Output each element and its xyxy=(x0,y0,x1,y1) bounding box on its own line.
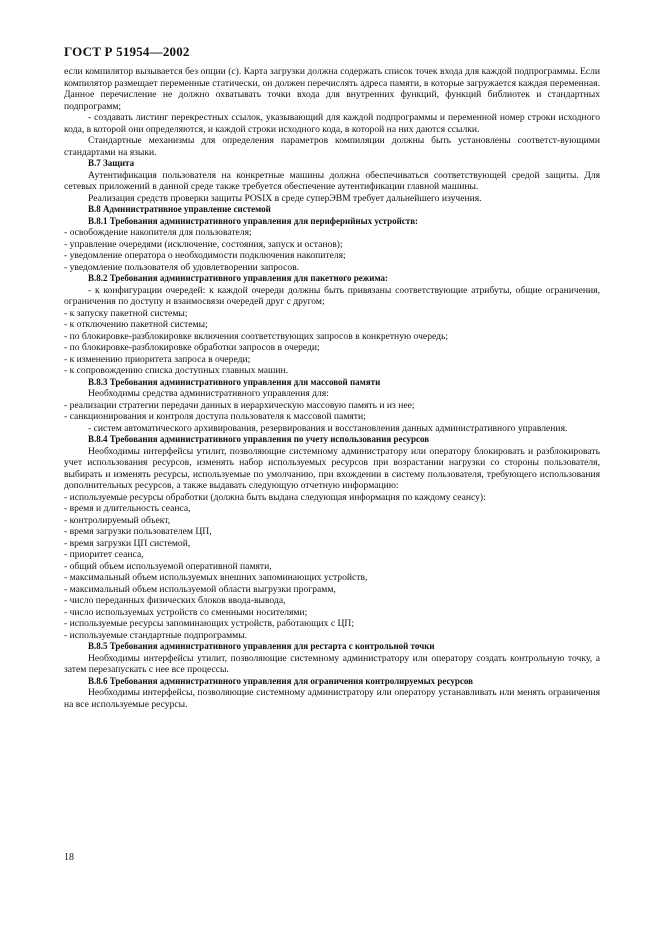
paragraph: Необходимы интерфейсы утилит, позволяющие системному администратору или оператору блокировать и разблокировать учет использования ресурсов, изменять набор используемых ресурсов при возрастании нагрузки со стороны пользователя, выбирать и изменять ресурсы, используемые по умолчанию, при вхождении в систему пользователя, требующего использования дополнительных ресурсов, а также выдавать следующую отчетную информацию: xyxy=(64,445,600,491)
subsection-heading: В.8.3 Требования административного управления для массовой памяти xyxy=(88,376,381,387)
list-item: - создавать листинг перекрестных ссылок, указывающий для каждой подпрограммы и переменной номер строки исходного кода, в которой они определяются, и каждой строки исходного кода, в которой на них даются ссылки. xyxy=(64,112,600,135)
paragraph: Необходимы интерфейсы утилит, позволяющие системному администратору или оператору создать контрольную точку, а затем перезапускать с нее все процессы. xyxy=(64,652,600,675)
list-item: - по блокировке-разблокировке обработки запросов в очереди; xyxy=(64,342,320,353)
list-item: - уведомление оператора о необходимости подключения накопителя; xyxy=(64,250,346,261)
paragraph: Аутентификация пользователя на конкретные машины должна обеспечиваться соответствующей средой защиты. Для сетевых приложений в данной среде также требуется обеспечение аутентификации главной машины. xyxy=(64,169,600,192)
subsection-heading: В.8.4 Требования административного управления по учету использования ресурсов xyxy=(88,434,430,444)
list-item: - используемые стандартные подпрограммы. xyxy=(64,629,248,641)
document-header-title: ГОСТ Р 51954—2002 xyxy=(64,44,190,59)
subsection-heading: В.8.5 Требования административного управления для рестарта с контрольной точки xyxy=(88,641,435,651)
list-item: - к изменению приоритета запроса в очереди; xyxy=(64,353,251,365)
subsection-heading: В.8.6 Требования административного управления для ограничения контролируемых ресурсов xyxy=(88,675,473,686)
sub-list-item: - общий объем используемой оперативной памяти, xyxy=(64,560,272,572)
list-item: - к сопровождению списка доступных главных машин. xyxy=(64,365,289,376)
section-heading: В.8 Административное управление системой xyxy=(88,204,271,214)
list-item: - систем автоматического архивирования, резервирования и восстановления данных административного управления. xyxy=(88,422,568,434)
sub-list-item: - приоритет сеанса, xyxy=(64,549,144,560)
list-item: - к запуску пакетной системы; xyxy=(64,307,188,319)
sub-list-item: - число используемых устройств со сменными носителями; xyxy=(64,606,308,618)
list-item: - управление очередями (исключение, состояния, запуск и останов); xyxy=(64,238,343,250)
list-item: - освобождение накопителя для пользователя; xyxy=(64,227,252,238)
document-body xyxy=(64,66,600,710)
sub-list-item: - время загрузки пользователем ЦП, xyxy=(64,526,212,537)
page-number: 18 xyxy=(64,852,74,863)
list-item: - реализации стратегии передачи данных в иерархическую массовую память и из нее; xyxy=(64,399,415,411)
subsection-heading: В.8.1 Требования административного управления для периферийных устройств: xyxy=(88,215,419,226)
paragraph: Необходимы средства административного управления для: xyxy=(88,388,329,399)
subsection-heading: В.8.2 Требования административного управления для пакетного режима: xyxy=(88,273,389,283)
list-item: - к конфигурации очередей: к каждой очереди должны быть привязаны соответствующие атрибуты, общие ограничения, ограничения по доступу и взаимосвязи очередей друг с другом; xyxy=(64,284,600,307)
paragraph: если компилятор вызывается без опции (с). Карта загрузки должна содержать список точек входа для каждой подпрограммы. Если компилятор размещает переменные статически, он должен перечислять адреса памяти, в которые загружается каждая переменная. Данное перечисление не должно охватывать точки входа для внутренних функций, функций библиотек и стандартных подпрограмм; xyxy=(64,66,600,112)
sub-list-item: - максимальный объем используемой области выгрузки программ, xyxy=(64,583,336,595)
list-item: - санкционирования и контроля доступа пользователя к массовой памяти; xyxy=(64,411,366,422)
paragraph: Стандартные механизмы для определения параметров компиляции должны быть установлены соответст-вующими стандартами на языки. xyxy=(64,135,600,158)
sub-list-item: - число переданных физических блоков ввода-вывода, xyxy=(64,595,286,606)
list-item: - уведомление пользователя об удовлетворении запросов. xyxy=(64,261,300,273)
list-item: - используемые ресурсы запоминающих устройств, работающих с ЦП; xyxy=(64,618,355,629)
paragraph: Реализация средств проверки защиты POSIX в среде суперЭВМ требует дальнейшего изучения. xyxy=(88,192,482,204)
list-item: - к отключению пакетной системы; xyxy=(64,319,208,330)
paragraph: Необходимы интерфейсы, позволяющие системному администратору или оператору устанавливать или менять ограничения на все используемые ресурсы. xyxy=(64,687,600,710)
sub-list-item: - контролируемый объект, xyxy=(64,514,171,526)
sub-list-item: - время загрузки ЦП системой, xyxy=(64,537,191,549)
sub-list-item: - время и длительность сеанса, xyxy=(64,503,191,514)
section-heading: В.7 Защита xyxy=(88,158,135,168)
list-item: - по блокировке-разблокировке включения соответствующих запросов в конкретную очередь; xyxy=(64,330,449,342)
list-item: - используемые ресурсы обработки (должна быть выдана следующая информация по каждому сеансу): xyxy=(64,491,486,503)
sub-list-item: - максимальный объем используемых внешних запоминающих устройств, xyxy=(64,572,368,583)
